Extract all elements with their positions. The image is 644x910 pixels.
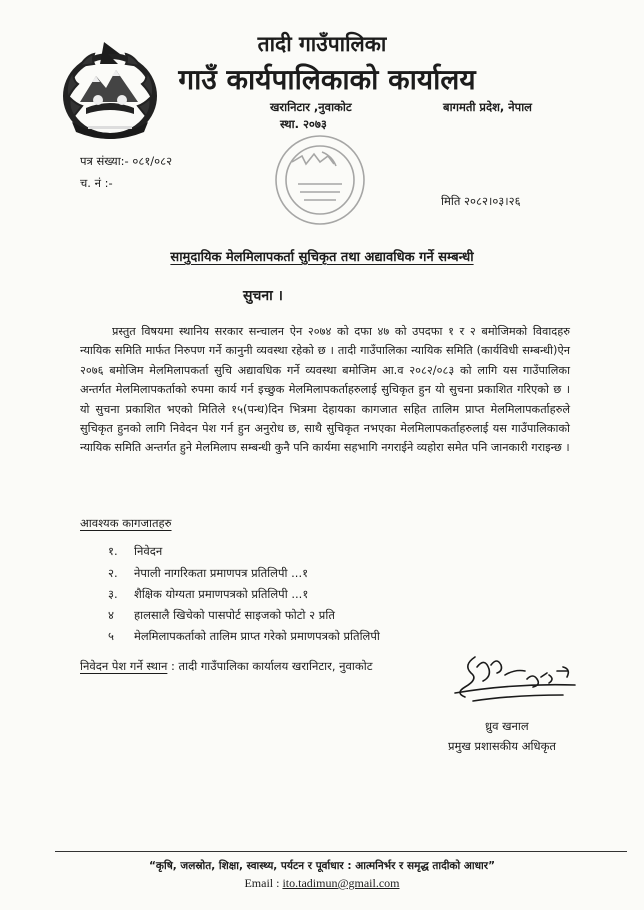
list-item-number: ३. xyxy=(108,587,118,601)
list-item xyxy=(108,587,308,602)
dispatch-number: च. नं :- xyxy=(80,176,113,190)
letter-number: पत्र संख्या:- ०८१/०८२ xyxy=(80,154,173,168)
notice-title: सुचना । xyxy=(243,288,283,304)
letter-date: मिति २०८२।०३।२६ xyxy=(441,194,521,208)
list-item xyxy=(108,544,162,559)
submission-place xyxy=(80,659,373,674)
subject-text: सामुदायिक मेलमिलापकर्ता सुचिकृत तथा अद्यावधिक गर्ने सम्बन्धी xyxy=(170,250,474,265)
footer-motto: “कृषि, जलस्रोत, शिक्षा, स्वास्थ्य, पर्यटन र पूर्वाधार : आत्मनिर्भर र समृद्ध तादीको आधार” xyxy=(149,860,495,872)
list-item xyxy=(108,566,308,581)
office-title: गाउँ कार्यपालिकाको कार्यालय xyxy=(178,63,476,96)
list-item-number: ५ xyxy=(108,629,114,643)
province-label: बागमती प्रदेश, नेपाल xyxy=(443,100,532,114)
footer-divider xyxy=(55,851,627,852)
signatory-name: ध्रुव खनाल xyxy=(485,719,529,733)
list-item-text: मेलमिलापकर्ताको तालिम प्राप्त गरेको प्रमाणपत्रको प्रतिलिपी xyxy=(134,629,380,643)
list-item-text: शैक्षिक योग्यता प्रमाणपत्रको प्रतिलिपी ...१ xyxy=(134,587,309,601)
email-link[interactable]: ito.tadimun@gmail.com xyxy=(282,876,400,890)
established-year: स्था. २०७३ xyxy=(280,117,327,131)
list-item-text: नेपाली नागरिकता प्रमाणपत्र प्रतिलिपी ...१ xyxy=(134,566,309,580)
email-label: Email : xyxy=(244,876,283,890)
list-item-number: २. xyxy=(108,566,118,580)
list-item-number: १. xyxy=(108,544,118,558)
signatory-title: प्रमुख प्रशासकीय अधिकृत xyxy=(448,739,556,753)
list-item xyxy=(108,608,335,623)
municipality-name: तादी गाउँपालिका xyxy=(257,32,387,56)
notice-body: प्रस्तुत विषयमा स्थानिय सरकार सन्चालन ऐन २०७४ को दफा ४७ को उपदफा १ र २ बमोजिमको विवादहरु न्यायिक समिति मार्फत निरुपण गर्ने कानुनी व्यवस्था रहेको छ । तादी गाउँपालिका न्यायिक समिति (कार्यविधी सम्बन्धी)ऐन २०७६ बमोजिम मेलमिलापकर्ता सुचि अद्यावधिक गर्ने व्यवस्था बमोजिम आ.व २०८२/०८३ को लागि यस गाउँपालिका अन्तर्गत मेलमिलापकर्ताको रुपमा कार्य गर्न इच्छुक मेलमिलापकर्ताहरुलाई सुचिकृत हुन यो सुचना प्रकाशित गरिएको छ । यो सुचना प्रकाशित भएको मितिले १५(पन्ध)दिन भित्रमा देहायका कागजात सहित तालिम प्राप्त मेलमिलापकर्ताहरुले सुचिकृत हुनको लागि निवेदन पेश गर्न हुन अनुरोध छ, साथै सुचिकृत नभएका मेलमिलापकर्ताहरुलाई यस गाउँपालिकाको न्यायिक समिति अन्तर्गत हुने मेलमिलाप सम्बन्धी कुनै पनि कार्यमा सहभागि नगराईने व्यहोरा समेत पनि जानकारी गराइन्छ । xyxy=(80,325,570,455)
submission-value: : तादी गाउँपालिका कार्यालय खरानिटार, नुवाकोट xyxy=(167,659,373,673)
list-item-text: हालसालै खिचेको पासपोर्ट साइजको फोटो २ प्रति xyxy=(134,608,335,622)
office-address: खरानिटार ,नुवाकोट xyxy=(270,100,352,114)
list-item-text: निवेदन xyxy=(134,544,163,558)
list-item-number: ४ xyxy=(108,608,114,622)
office-stamp-icon xyxy=(272,132,368,228)
list-item xyxy=(108,629,380,644)
handwritten-signature-icon xyxy=(445,645,605,715)
footer-email xyxy=(0,876,644,891)
documents-heading: आवश्यक कागजातहरु xyxy=(80,516,172,530)
submission-label: निवेदन पेश गर्ने स्थान xyxy=(80,659,168,673)
subject-line xyxy=(0,247,644,265)
